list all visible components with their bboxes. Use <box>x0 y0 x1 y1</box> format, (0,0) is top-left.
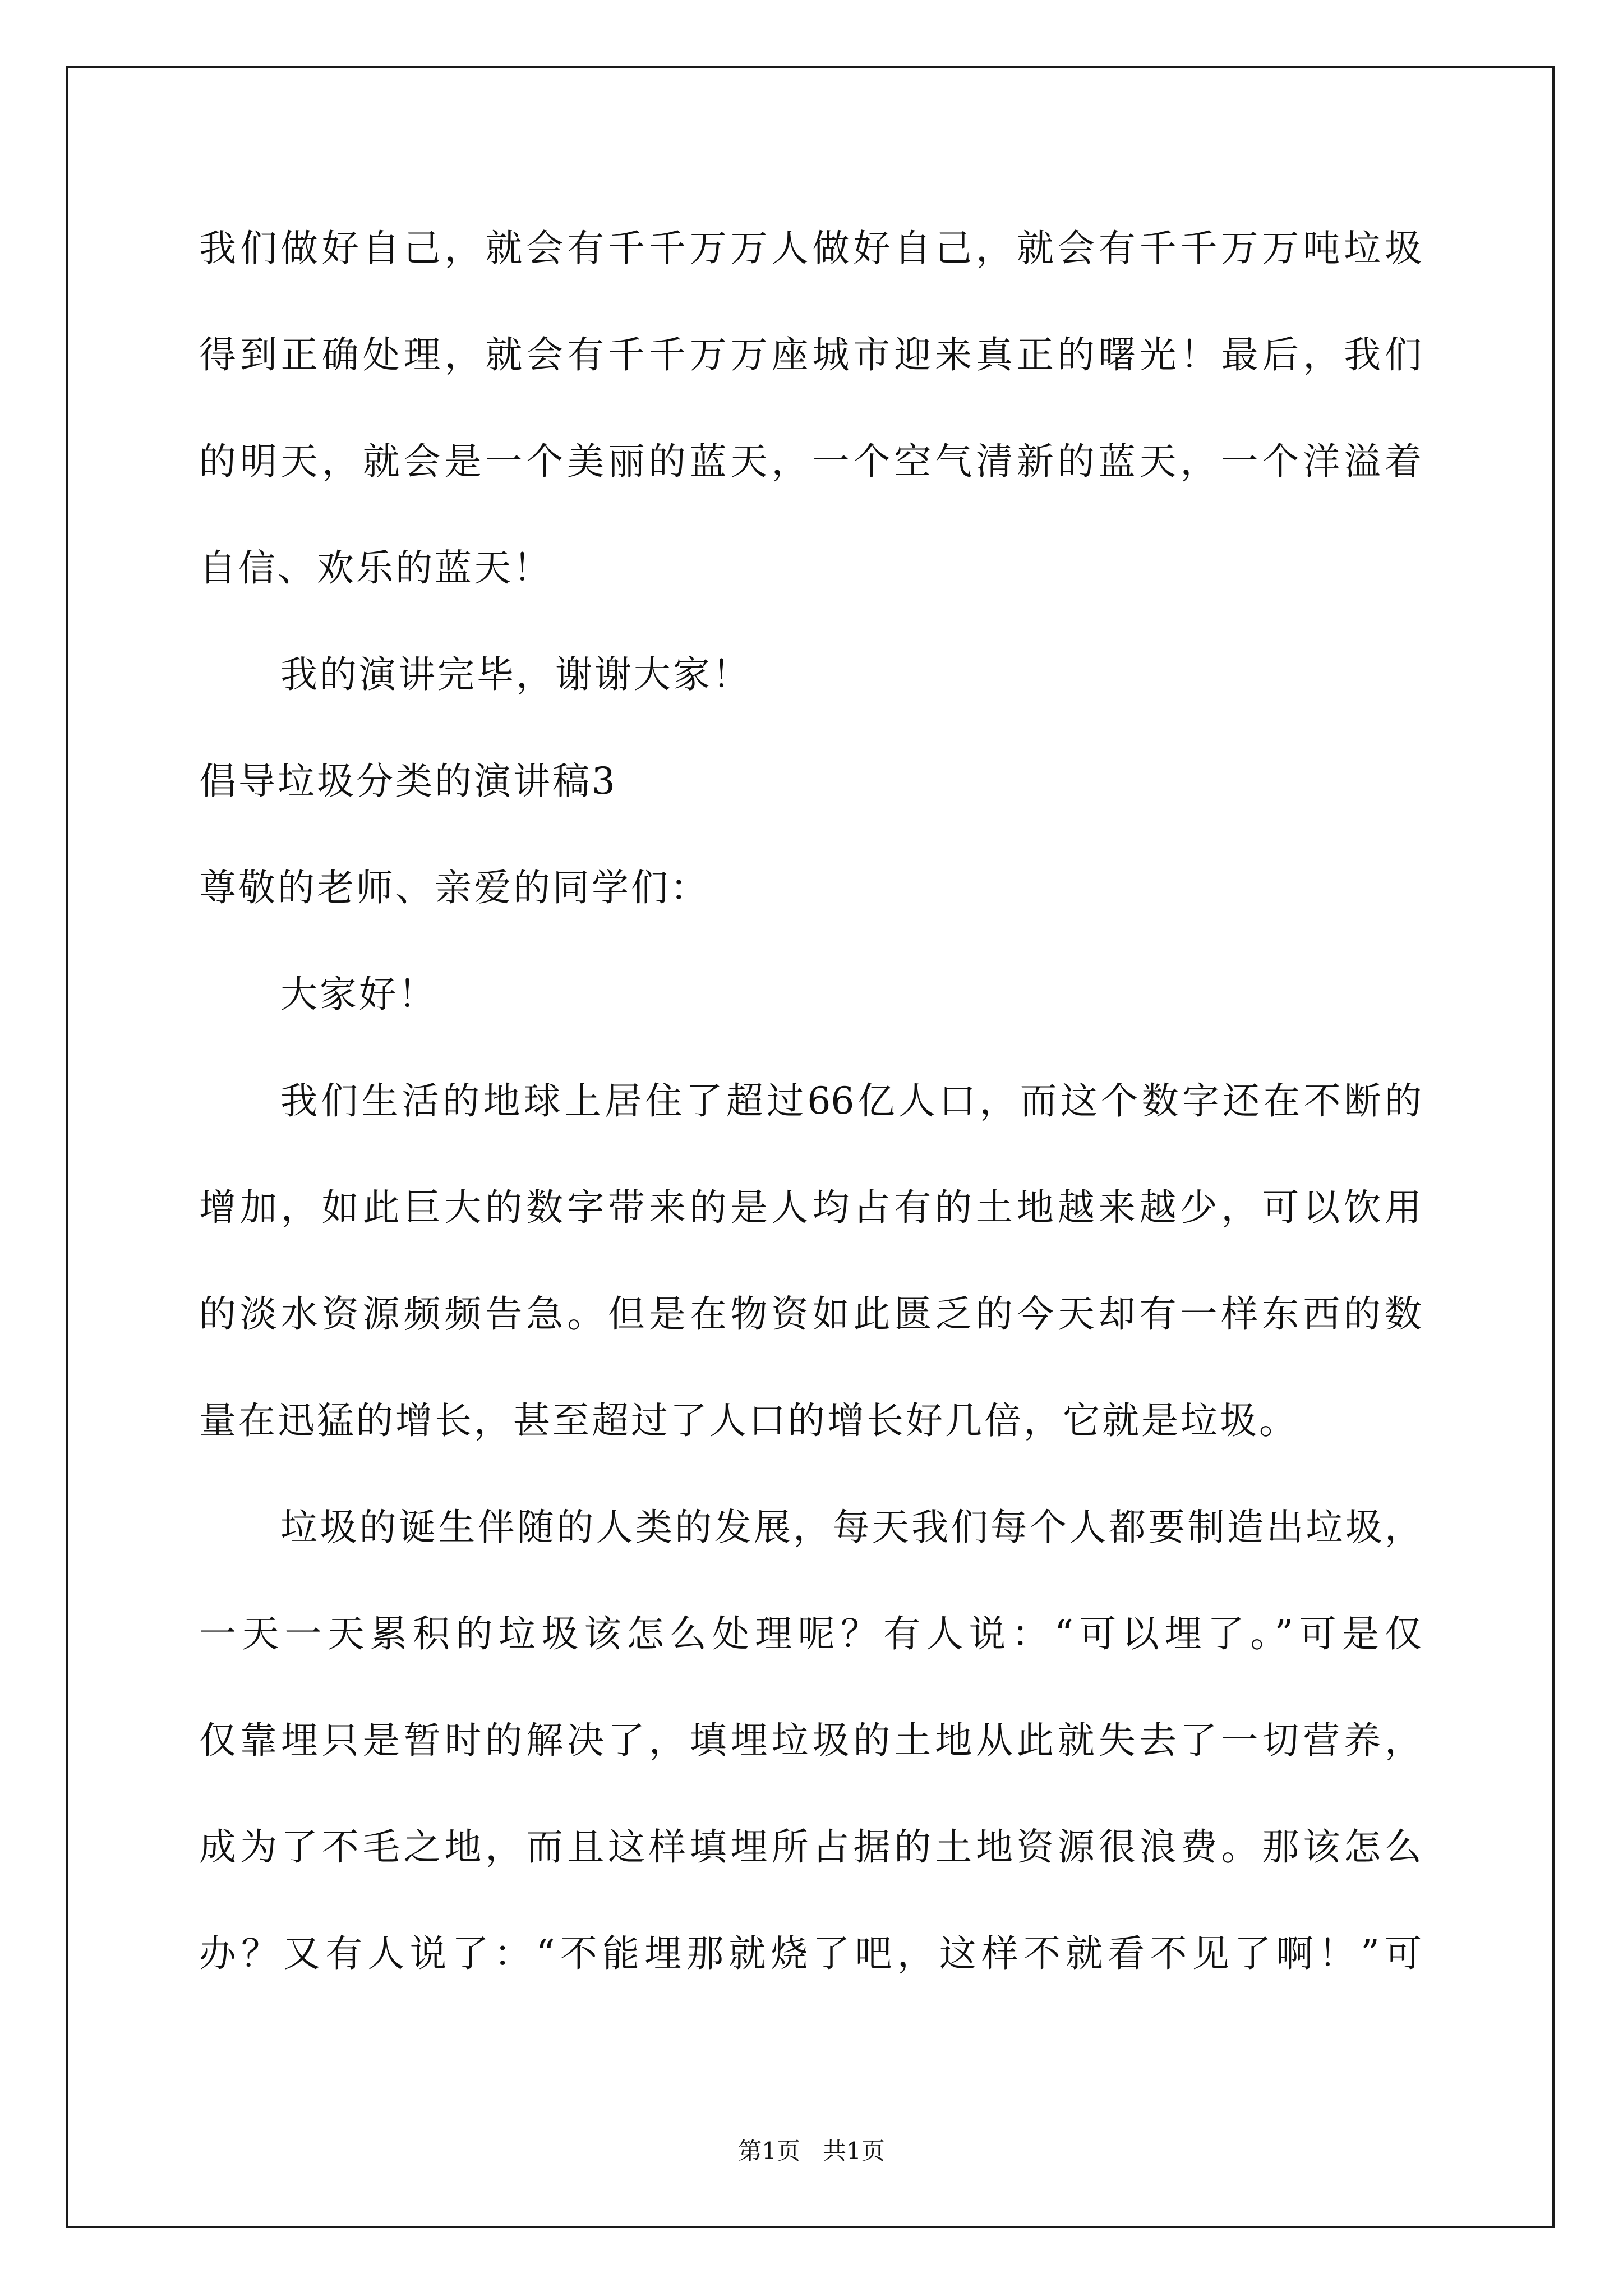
page-border <box>66 66 1555 2228</box>
text-line: 办？又有人说了：“不能埋那就烧了吧，这样不就看不见了啊！”可 <box>199 1932 1422 1975</box>
text-line: 我们做好自己，就会有千千万万人做好自己，就会有千千万万吨垃圾 <box>199 227 1422 270</box>
text-line: 成为了不毛之地，而且这样填埋所占据的土地资源很浪费。那该怎么 <box>199 1825 1422 1869</box>
text-line: 仅靠埋只是暂时的解决了，填埋垃圾的土地从此就失去了一切营养， <box>199 1719 1422 1762</box>
text-line: 增加，如此巨大的数字带来的是人均占有的土地越来越少，可以饮用 <box>199 1186 1422 1229</box>
text-line: 的淡水资源频频告急。但是在物资如此匮乏的今天却有一样东西的数 <box>199 1292 1422 1336</box>
text-line: 垃圾的诞生伴随的人类的发展，每天我们每个人都要制造出垃圾， <box>280 1506 1422 1549</box>
page-footer: 第1页 共1页 <box>738 2137 885 2165</box>
text-line: 我们生活的地球上居住了超过66亿人口，而这个数字还在不断的 <box>280 1079 1422 1122</box>
text-line: 自信、欢乐的蓝天！ <box>199 546 552 590</box>
greeting: 大家好！ <box>280 973 437 1016</box>
text-line: 的明天，就会是一个美丽的蓝天，一个空气清新的蓝天，一个洋溢着 <box>199 440 1422 483</box>
closing-line: 我的演讲完毕，谢谢大家！ <box>280 653 751 696</box>
salutation: 尊敬的老师、亲爱的同学们： <box>199 866 709 909</box>
text-line: 量在迅猛的增长，甚至超过了人口的增长好几倍，它就是垃圾。 <box>199 1399 1298 1442</box>
section-title: 倡导垃圾分类的演讲稿3 <box>199 760 617 803</box>
text-line: 得到正确处理，就会有千千万万座城市迎来真正的曙光！最后，我们 <box>199 333 1422 376</box>
text-line: 一天一天累积的垃圾该怎么处理呢？有人说：“可以埋了。”可是仅 <box>199 1612 1422 1655</box>
